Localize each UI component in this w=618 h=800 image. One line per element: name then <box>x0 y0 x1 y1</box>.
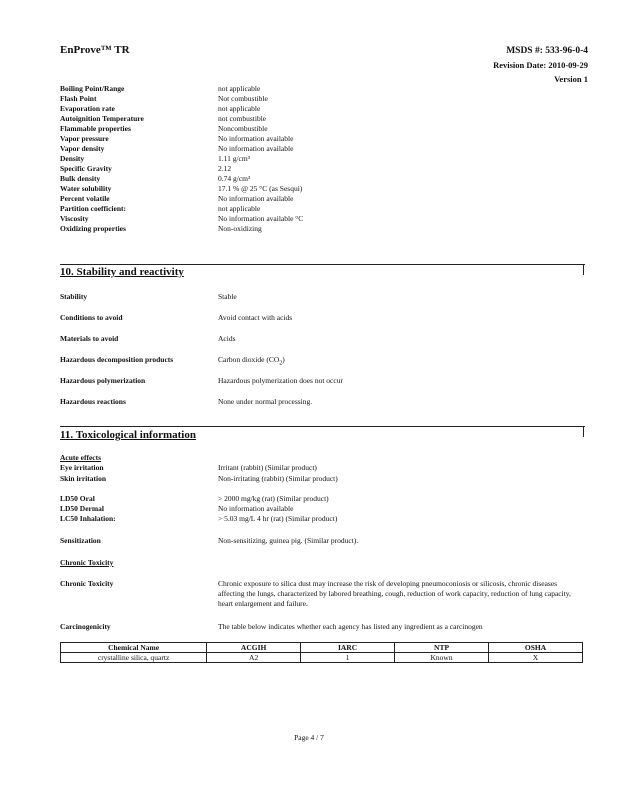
hazardous-reactions-value: None under normal processing. <box>218 397 313 406</box>
prop-label: Evaporation rate <box>60 104 115 113</box>
skin-irritation-label: Skin irritation <box>60 474 107 483</box>
prop-value: 0.74 g/cm³ <box>218 174 251 183</box>
hazardous-reactions-label: Hazardous reactions <box>60 397 126 406</box>
lc50-inhalation-value: > 5.03 mg/L 4 hr (rat) (Similar product) <box>218 514 338 523</box>
prop-value: No information available °C <box>218 214 304 223</box>
section-11-title: 11. Toxicological information <box>60 429 196 441</box>
prop-label: Vapor pressure <box>60 134 109 143</box>
sensitization-value: Non-sensitizing, guinea pig. (Similar product). <box>218 536 359 545</box>
eye-irritation-value: Irritant (rabbit) (Similar product) <box>218 463 317 472</box>
chronic-toxicity-heading: Chronic Toxicity <box>60 558 114 567</box>
chronic-toxicity-label: Chronic Toxicity <box>60 579 114 588</box>
table-header-row <box>61 643 583 653</box>
prop-label: Density <box>60 154 85 163</box>
prop-label: Viscosity <box>60 214 89 223</box>
ld50-dermal-label: LD50 Dermal <box>60 504 104 513</box>
table-cell: 1 <box>301 653 395 663</box>
table-header: OSHA <box>489 643 583 653</box>
stability-label: Stability <box>60 292 88 301</box>
prop-label: Vapor density <box>60 144 105 153</box>
acute-effects-heading: Acute effects <box>60 453 102 462</box>
skin-irritation-value: Non-irritating (rabbit) (Similar product) <box>218 474 338 483</box>
document-meta <box>493 44 588 86</box>
table-cell: A2 <box>207 653 301 663</box>
section-divider <box>60 264 585 265</box>
prop-value: not combustible <box>218 114 267 123</box>
msds-number: MSDS #: 533-96-0-4 <box>506 46 588 56</box>
carcinogenicity-value: The table below indicates whether each agency has listed any ingredient as a carcinogen <box>218 622 483 631</box>
table-row <box>61 653 583 663</box>
prop-value: Non-oxidizing <box>218 224 262 233</box>
prop-value: No information available <box>218 144 294 153</box>
table-header: NTP <box>395 643 489 653</box>
revision-date: Revision Date: 2010-09-29 <box>493 60 588 70</box>
polymerization-label: Hazardous polymerization <box>60 376 146 385</box>
prop-label: Flammable properties <box>60 124 131 133</box>
sensitization-label: Sensitization <box>60 536 101 545</box>
ld50-oral-value: > 2000 mg/kg (rat) (Similar product) <box>218 494 329 503</box>
prop-label: Water solubility <box>60 184 112 193</box>
prop-value: Noncombustible <box>218 124 268 133</box>
prop-value: No information available <box>218 134 294 143</box>
prop-label: Autoignition Temperature <box>60 114 144 123</box>
section-divider-tick <box>583 264 584 275</box>
table-header: Chemical Name <box>61 643 207 653</box>
conditions-value: Avoid contact with acids <box>218 313 293 322</box>
prop-label: Boiling Point/Range <box>60 84 125 93</box>
ld50-dermal-value: No information available <box>218 504 294 513</box>
section-divider <box>60 426 585 427</box>
carcinogen-table <box>60 642 583 663</box>
table-cell: Known <box>395 653 489 663</box>
version: Version 1 <box>554 74 588 84</box>
prop-value: 1.11 g/cm³ <box>218 154 250 163</box>
prop-label: Oxidizing properties <box>60 224 126 233</box>
carcinogenicity-label: Carcinogenicity <box>60 622 111 631</box>
prop-label: Flash Point <box>60 94 97 103</box>
prop-value: 2.12 <box>218 164 232 173</box>
table-header: ACGIH <box>207 643 301 653</box>
prop-value: not applicable <box>218 204 261 213</box>
ld50-oral-label: LD50 Oral <box>60 494 95 503</box>
section-divider-tick <box>583 426 584 437</box>
materials-label: Materials to avoid <box>60 334 119 343</box>
conditions-label: Conditions to avoid <box>60 313 123 322</box>
decomposition-text: Carbon dioxide (CO <box>218 355 280 364</box>
table-cell: crystalline silica, quartz <box>61 653 207 663</box>
prop-label: Partition coefficient: <box>60 204 127 213</box>
table-cell: X <box>489 653 583 663</box>
lc50-inhalation-label: LC50 Inhalation: <box>60 514 116 523</box>
prop-value: 17.1 % @ 25 °C (as Sesqui) <box>218 184 303 193</box>
prop-label: Bulk density <box>60 174 101 183</box>
decomposition-label: Hazardous decomposition products <box>60 355 174 364</box>
prop-value: No information available <box>218 194 294 203</box>
decomposition-value <box>218 355 285 367</box>
prop-value: not applicable <box>218 104 261 113</box>
materials-value: Acids <box>218 334 236 343</box>
prop-label: Percent volatile <box>60 194 110 203</box>
eye-irritation-label: Eye irritation <box>60 463 104 472</box>
decomposition-tail: ) <box>282 355 285 364</box>
decomposition-subscript: 2 <box>279 360 283 367</box>
polymerization-value: Hazardous polymerization does not occur <box>218 376 343 385</box>
prop-value: not applicable <box>218 84 261 93</box>
page-number: Page 4 / 7 <box>294 733 324 742</box>
prop-value: Not combustible <box>218 94 268 103</box>
stability-value: Stable <box>218 292 237 301</box>
table-header: IARC <box>301 643 395 653</box>
chronic-toxicity-value: Chronic exposure to silica dust may increase the risk of developing pneumoconiosis or silicosis, chronic diseases affecting the lungs, characterized by labored breathing, cough, reduction of work capacity, reduction of lung capacity, heart enlargement and failure. <box>218 579 571 608</box>
prop-label: Specific Gravity <box>60 164 112 173</box>
section-10-title: 10. Stability and reactivity <box>60 266 184 278</box>
product-name: EnProve™ TR <box>60 44 130 56</box>
